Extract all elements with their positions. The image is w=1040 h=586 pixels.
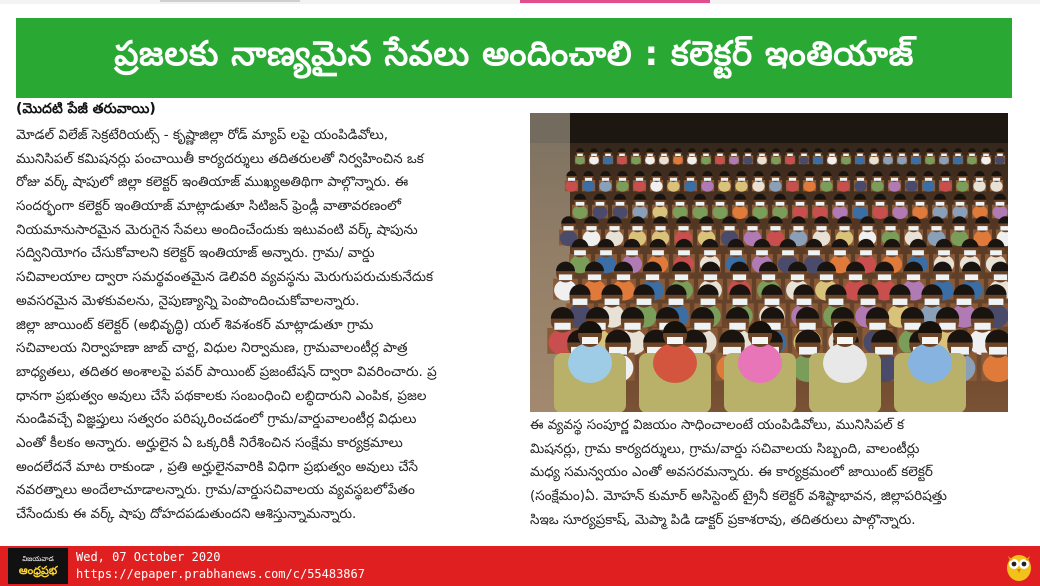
audience-member [572,194,588,219]
audience-member [939,171,952,192]
audience-member [692,194,708,219]
audience-member [589,148,599,164]
audience-member [631,148,641,164]
audience-member [837,171,850,192]
audience-member [841,148,851,164]
text-line: సద్వినియోగం చేసుకోవాలని కలెక్టర్ ఇంతియాజ్ అన్నారు. గ్రామ/ వార్డు [16,245,375,262]
newspaper-logo[interactable] [8,548,68,584]
audience-member [939,148,949,164]
audience-member [743,148,753,164]
audience-member [616,171,629,192]
audience-member [871,171,884,192]
audience-member [650,171,663,192]
continued-label: (మొదటి పేజీ తరువాయి) [16,101,156,117]
audience-member [603,148,613,164]
text-line: బాధ్యతలు, తదితర అంశాలపై పవర్ పాయింట్ ప్రజంటేషన్ ద్వారా వివరించారు. ప్ర [16,363,437,380]
audience-member [718,171,731,192]
audience-member [852,194,868,219]
audience-member [729,148,739,164]
audience-member [972,194,988,219]
audience-member [872,194,888,219]
audience-member [633,171,646,192]
audience-member [953,148,963,164]
audience-member [892,194,908,219]
audience-member [667,171,680,192]
audience-member [792,194,808,219]
audience-member [612,194,628,219]
audience-member [772,194,788,219]
audience-member [905,171,918,192]
audience-member [952,194,968,219]
article-body [16,124,514,527]
text-line: మిషనర్లు, గ్రామ కార్యదర్శులు, గ్రామ/వార్డు సచివాలయ సిబ్బంది, వాలంటీర్లు [530,440,920,457]
audience-member [592,194,608,219]
audience-member [715,148,725,164]
top-grey-rule [160,0,300,2]
audience-member [956,171,969,192]
audience-member [786,171,799,192]
audience-member [854,171,867,192]
headline-banner [16,18,1012,98]
audience-member [769,171,782,192]
footer-bar [0,546,1040,586]
audience-member [911,148,921,164]
audience-member [922,171,935,192]
text-line: ఈ వ్యవస్థ సంపూర్ణ విజయం సాధించాలంటే యంపిడివోలు, మునిసిపల్ క [530,417,905,433]
text-line: చేసేందుకు ఈ వర్క్ షాపు దోహదపడుతుందని ఆశిస్తున్నామన్నారు. [16,506,357,522]
audience-member [617,148,627,164]
text-line: అందలేదనే మాట రాకుండా , ప్రతి అర్హులైనవారికి విధిగా ప్రభుత్వం అవులు చేసే [16,458,419,475]
audience-member [883,148,893,164]
audience-member [575,148,585,164]
audience-member [582,171,595,192]
text-line: ఎంతో కీలకం అన్నారు. అర్హులైన ఏ ఒక్కరికీ నిరేశించిన సంక్షేమ కార్యక్రమాలు [16,434,403,451]
audience-member [813,148,823,164]
audience-member [897,148,907,164]
audience-member [855,148,865,164]
headline: ప్రజలకు నాణ్యమైన సేవలు అందించాలి : కలెక్టర్ ఇంతియాజ్ [114,34,914,74]
audience-member [672,194,688,219]
audience-member [990,171,1003,192]
audience-member [785,148,795,164]
text-line: అవసరమైన మెళకువలను, నైపుణ్యాన్ని పెంపొందించుకోవాలన్నారు. [16,292,360,309]
audience-member [701,171,714,192]
audience-member [687,148,697,164]
audience-member [995,148,1005,164]
text-line: ధానగా ప్రభుత్వం అవులు చేసే పథకాలకు సంబంధించి లబ్ధిదారుని ఎంపిక, ప్రజల [16,387,427,404]
audience-member [820,171,833,192]
text-line: మునిసిపల్ కమిషనర్లు పంచాయితీ కార్యదర్శులు తదితరులతో నిర్వహించిన ఒక [16,150,424,167]
audience-member [832,194,848,219]
audience-member [752,194,768,219]
text-line: జిల్లా జాయింట్ కలెక్టర్ (అభివృద్ధి) యల్ శివశంకర్ మాట్లాడుతూ గ్రామ [16,316,374,333]
text-line: సిఇఒ సూర్యప్రకాష్, మెప్మా పిడి డాక్టర్ ప్రకాశరావు, తదితరులు పాల్గొన్నారు. [530,511,916,528]
audience-member [735,171,748,192]
event-photo [530,113,1008,412]
audience-member [799,148,809,164]
audience-member [752,171,765,192]
top-decor-strip [0,0,1040,4]
audience-member [869,148,879,164]
audience-member [599,171,612,192]
audience-member [967,148,977,164]
audience-member [981,148,991,164]
text-line: నవరత్నాలు అందేలాచూడాలన్నారు. గ్రామ/వార్డుసచివాలయ వ్యవస్థబలోపేతం [16,482,415,499]
audience-member [565,171,578,192]
epaper-link[interactable]: https://epaper.prabhanews.com/c/55483867 [76,567,365,581]
text-line: రోజు వర్క్ షాపులో జిల్లా కలెక్టర్ ఇంతియాజ్ ముఖ్యఅతిథిగా పాల్గొన్నారు. ఈ [16,174,409,191]
text-line: నుండివచ్చే విజ్ఞప్తులు సత్వరం పరిష్కరించడంలో గ్రామ/వార్డువాలంటీర్ల విధులు [16,411,417,428]
text-line: నియమానుసారమైన మెరుగైన సేవలు అందించేందుకు ఇటువంటి వర్క్ షాపును [16,221,418,238]
audience-member [632,194,648,219]
edition-date: Wed, 07 October 2020 [76,550,221,564]
audience-member [973,171,986,192]
logo-title: ఆంధ్రప్రభ [18,564,58,577]
audience-member [659,148,669,164]
audience-member [827,148,837,164]
logo-edition: విజయవాడ [22,555,54,563]
audience-member [812,194,828,219]
audience-photo-illustration [530,113,1008,412]
audience-member [645,148,655,164]
audience-member [652,194,668,219]
audience-member [888,171,901,192]
photo-caption [530,414,1016,532]
audience-member [712,194,728,219]
text-line: మధ్య సమన్వయం ఎంతో అవసరమన్నారు. ఈ కార్యక్రమంలో జాయింట్ కలెక్టర్ [530,464,933,481]
audience-member [684,171,697,192]
audience-member [912,194,928,219]
text-line: సచివాలయ నిర్వాహణా జాబ్ చార్ట, విధుల నిర్వామణ, గ్రామవాలంటీర్ల పాత్ర [16,340,408,357]
audience-member [771,148,781,164]
audience-member [992,194,1008,219]
text-line: (సంక్షేమం)ఏ. మోహన్ కుమార్ అసిస్టెంట్ ట్రైనీ కలెక్టర్ వశిష్టాభావన, జిల్లాపరిషత్తు [530,488,947,505]
audience-member [925,148,935,164]
text-line: మోడల్ విలేజ్ సెక్రటేరియట్స్ - కృష్ణాజిల్లా రోడ్ మ్యాప్ లపై యంపిడివోలు, [16,127,389,143]
audience-member [803,171,816,192]
audience-member [932,194,948,219]
audience-member [701,148,711,164]
audience-member [732,194,748,219]
audience-member [757,148,767,164]
text-line: సచివాలయాల ద్వారా సమర్థవంతమైన డెలివరి వ్యవస్థను మెరుగుపరుచుకునేదుక [16,269,434,286]
audience-member [673,148,683,164]
top-pink-rule [520,0,710,3]
owl-mascot-icon [1004,550,1034,582]
text-line: సందర్భంగా కలెక్టర్ ఇంతియాజ్ మాట్లాడుతూ సిటిజన్ ఫ్రెండ్లీ వాతావరణంలో [16,198,401,215]
